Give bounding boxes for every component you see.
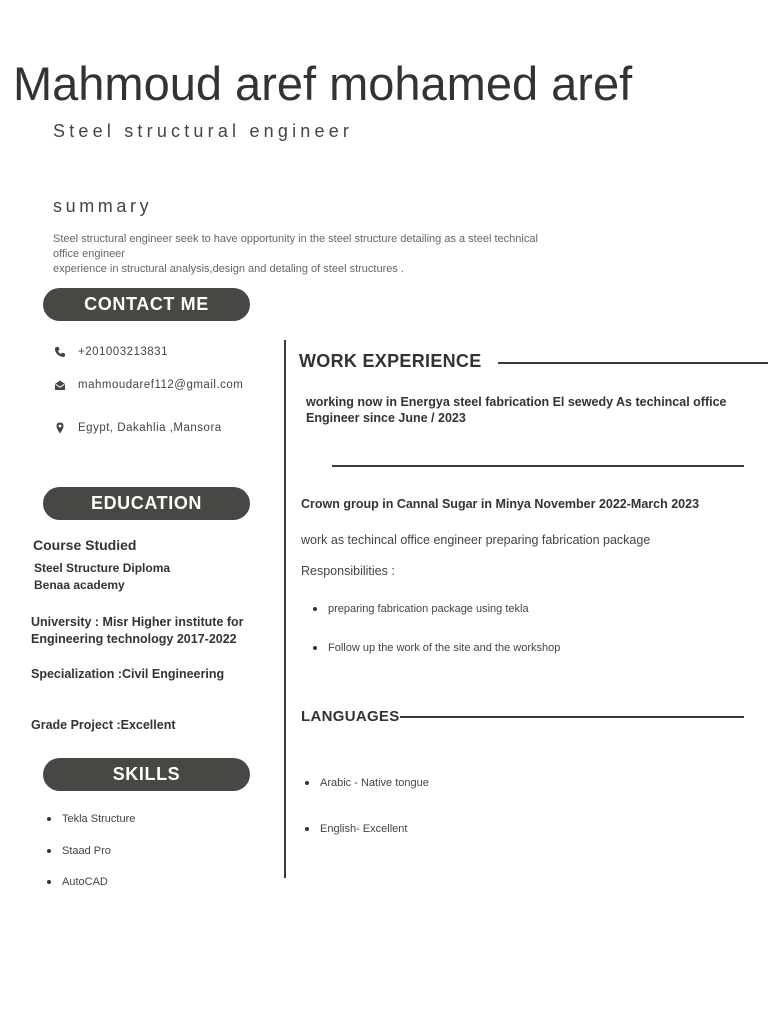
column-divider: [284, 340, 286, 878]
contact-email: [53, 378, 243, 392]
specialization: Specialization :Civil Engineering: [31, 667, 225, 681]
bullet-icon: [313, 646, 317, 650]
course-institution: Benaa academy: [34, 578, 125, 592]
course-label: Course Studied: [33, 537, 137, 553]
skills-heading: SKILLS: [43, 758, 250, 791]
previous-job-title: Crown group in Cannal Sugar in Minya November 2022-March 2023: [301, 497, 700, 511]
university-line: Engineering technology 2017-2022: [31, 632, 237, 646]
bullet-icon: [305, 827, 309, 831]
responsibility-item: [313, 642, 560, 654]
language-item: [305, 777, 429, 789]
grade-project: Grade Project :Excellent: [31, 718, 176, 732]
bullet-icon: [305, 781, 309, 785]
bullet-icon: [47, 880, 51, 884]
mail-icon: [53, 378, 67, 392]
previous-job-description: work as techincal office engineer preparing fabrication package: [301, 533, 651, 547]
skill-item: [47, 813, 135, 825]
language-item: [305, 823, 407, 835]
language-label: English- Excellent: [320, 823, 408, 835]
candidate-name: Mahmoud aref mohamed aref: [13, 57, 633, 110]
work-experience-heading: WORK EXPERIENCE: [299, 351, 482, 371]
address: Egypt, Dakahlia ,Mansora: [78, 422, 222, 434]
summary-text: [53, 232, 593, 277]
education-heading: EDUCATION: [43, 487, 250, 520]
responsibilities-label: Responsibilities :: [301, 564, 395, 578]
language-label: Arabic - Native tongue: [320, 777, 429, 789]
responsibility-label: Follow up the work of the site and the workshop: [328, 642, 561, 654]
responsibility-item: [313, 603, 529, 615]
location-pin-icon: [53, 421, 67, 435]
phone-icon: [53, 345, 67, 359]
job-title: Steel structural engineer: [53, 121, 354, 141]
contact-address: [53, 421, 222, 435]
current-job-line: Engineer since June / 2023: [306, 411, 466, 425]
bullet-icon: [47, 817, 51, 821]
skill-label: Tekla Structure: [62, 813, 136, 825]
entry-separator: [332, 465, 744, 467]
summary-line: experience in structural analysis,design and detaling of steel structures .: [53, 263, 404, 275]
phone-number: +201003213831: [78, 346, 168, 358]
contact-heading: CONTACT ME: [43, 288, 250, 321]
summary-heading: summary: [53, 196, 153, 216]
skill-label: AutoCAD: [62, 876, 108, 888]
languages-heading: LANGUAGES: [301, 708, 400, 725]
bullet-icon: [313, 607, 317, 611]
bullet-icon: [47, 849, 51, 853]
current-job-line: working now in Energya steel fabrication El sewedy As techincal office: [306, 395, 727, 409]
skill-item: [47, 876, 108, 888]
course-name: Steel Structure Diploma: [34, 561, 171, 575]
email-address: mahmoudaref112@gmail.com: [78, 379, 244, 391]
summary-line: office engineer: [53, 248, 125, 260]
section-rule: [400, 716, 744, 718]
section-rule: [498, 362, 768, 364]
responsibility-label: preparing fabrication package using tekla: [328, 603, 529, 615]
skill-item: [47, 845, 111, 857]
skill-label: Staad Pro: [62, 845, 111, 857]
university-line: University : Misr Higher institute for: [31, 615, 244, 629]
summary-line: Steel structural engineer seek to have opportunity in the steel structure detailing as a steel technical: [53, 233, 538, 245]
contact-phone: [53, 345, 168, 359]
